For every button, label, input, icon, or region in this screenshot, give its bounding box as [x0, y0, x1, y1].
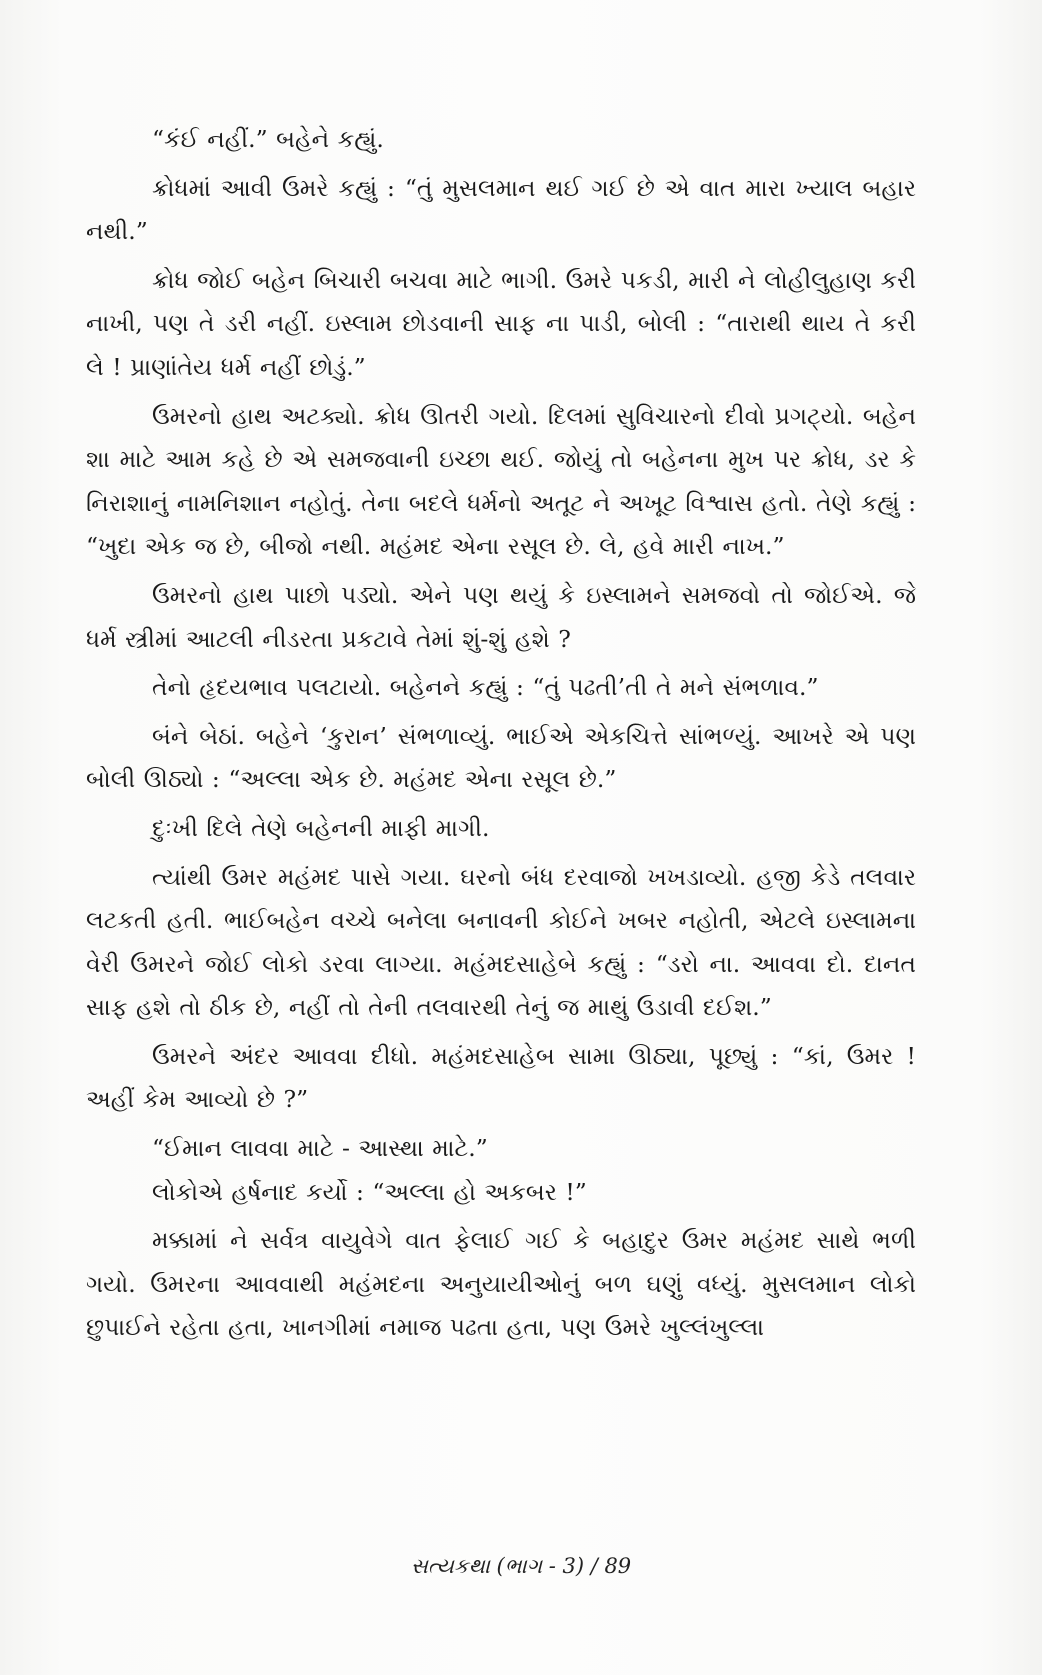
paragraph-9: ત્યાંથી ઉમર મહંમદ પાસે ગયા. ઘરનો બંધ દરવાજો ખખડાવ્યો. હજી કેડે તલવાર લટકતી હતી. ભાઈબહેન વચ્ચે બનેલા બનાવની કોઈને ખબર નહોતી, એટલે ઇસ્લામના વેરી ઉમરને જોઈ લોકો ડરવા લાગ્યા. મહંમદસાહેબે કહ્યું : “ડરો ના. આવવા દો. દાનત સાફ હશે તો ઠીક છે, નહીં તો તેની તલવારથી તેનું જ માથું ઉડાવી દઈશ.” [86, 862, 916, 1022]
paragraph-13: મક્કામાં ને સર્વત્ર વાયુવેગે વાત ફેલાઈ ગઈ કે બહાદુર ઉમર મહંમદ સાથે ભળી ગયો. ઉમરના આવવાથી મહંમદના અનુયાયીઓનું બળ ઘણું વધ્યું. મુસલમાન લોકો છુપાઈને રહેતા હતા, ખાનગીમાં નમાજ પઢતા હતા, પણ ઉમરે ખુલ્લંખુલ્લા [86, 1226, 916, 1342]
paragraph-1: “કંઈ નહીં.” બહેને કહ્યું. [152, 125, 384, 153]
paragraph-2: ક્રોધમાં આવી ઉમરે કહ્યું : “તું મુસલમાન થઈ ગઈ છે એ વાત મારા ખ્યાલ બહાર નથી.” [86, 173, 916, 246]
paragraph-3: ક્રોધ જોઈ બહેન બિચારી બચવા માટે ભાગી. ઉમરે પકડી, મારી ને લોહીલુહાણ કરી નાખી, પણ તે ડરી નહીં. ઇસ્લામ છોડવાની સાફ ના પાડી, બોલી : “તારાથી થાય તે કરી લે ! પ્રાણાંતેય ધર્મ નહીં છોડું.” [86, 265, 916, 381]
paragraph-12: લોકોએ હર્ષનાદ કર્યો : “અલ્લા હો અકબર !” [152, 1177, 587, 1206]
paragraph-6: તેનો હૃદયભાવ પલટાયો. બહેનને કહ્યું : “તું પઢતી’તી તે મને સંભળાવ.” [152, 673, 819, 702]
paragraph-10: ઉમરને અંદર આવવા દીધો. મહંમદસાહેબ સામા ઊઠ્યા, પૂછ્યું : “કાં, ઉમર ! અહીં કેમ આવ્યો છે ?” [86, 1041, 916, 1114]
page-body [86, 118, 916, 1350]
page-footer: સત્યકથા (ભાગ - 3) / 89 [410, 1554, 632, 1578]
paragraph-8: દુઃખી દિલે તેણે બહેનની માફી માગી. [152, 813, 490, 842]
paragraph-4: ઉમરનો હાથ અટક્યો. ક્રોધ ઊતરી ગયો. દિલમાં સુવિચારનો દીવો પ્રગટ્યો. બહેન શા માટે આમ કહે છે એ સમજવાની ઇચ્છા થઈ. જોયું તો બહેનના મુખ પર ક્રોધ, ડર કે નિરાશાનું નામનિશાન નહોતું. તેના બદલે ધર્મનો અતૂટ ને અખૂટ વિશ્વાસ હતો. તેણે કહ્યું : “ખુદા એક જ છે, બીજો નથી. મહંમદ એના રસૂલ છે. લે, હવે મારી નાખ.” [86, 401, 916, 561]
paragraph-5: ઉમરનો હાથ પાછો પડ્યો. એને પણ થયું કે ઇસ્લામને સમજવો તો જોઈએ. જે ધર્મ સ્ત્રીમાં આટલી નીડરતા પ્રકટાવે તેમાં શું-શું હશે ? [86, 580, 916, 653]
paragraph-7: બંને બેઠાં. બહેને ‘કુરાન’ સંભળાવ્યું. ભાઈએ એકચિત્તે સાંભળ્યું. આખરે એ પણ બોલી ઊઠ્યો : “અલ્લા એક છે. મહંમદ એના રસૂલ છે.” [86, 721, 916, 794]
paragraph-11: “ઈમાન લાવવા માટે - આસ્થા માટે.” [152, 1134, 488, 1163]
